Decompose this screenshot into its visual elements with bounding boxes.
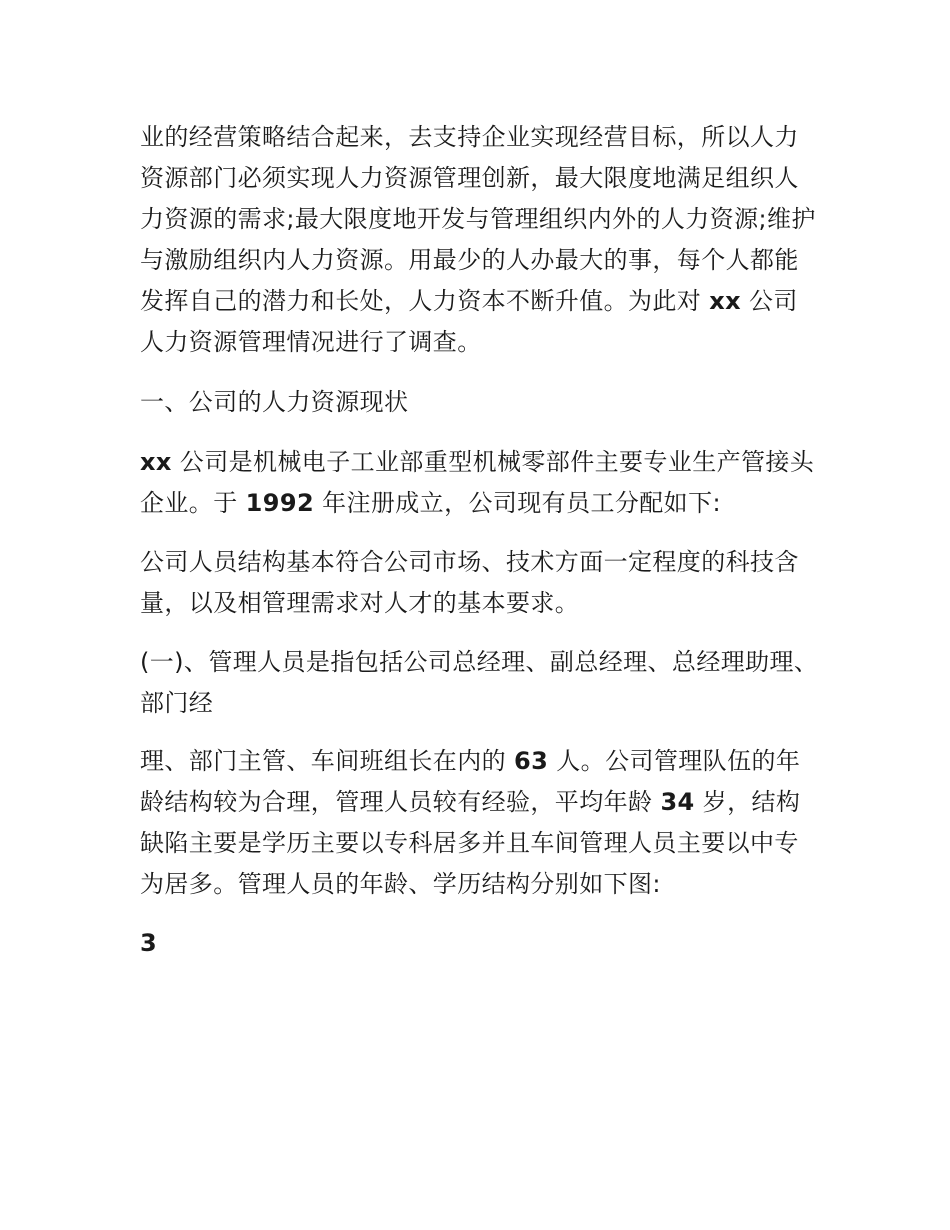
section-heading: 一、公司的人力资源现状 [140, 388, 409, 416]
paragraph-management-detail: 理、部门主管、车间班组长在内的 63 人。公司管理队伍的年龄结构较为合理，管理人员较有经验，平均年龄 34 岁，结构缺陷主要是学历主要以专科居多并且车间管理人员主要以中专为居多。管理人员的年龄、学历结构分别如下图: [140, 747, 801, 898]
paragraph-intro: 业的经营策略结合起来，去支持企业实现经营目标，所以人力资源部门必须实现人力资源管理创新，最大限度地满足组织人力资源的需求;最大限度地开发与管理组织内外的人力资源;维护与激励组织内人力资源。用最少的人办最大的事，每个人都能发挥自己的潜力和长处，人力资本不断升值。为此对 xx 公司人力资源管理情况进行了调查。 [140, 123, 816, 356]
paragraph-structure: 公司人员结构基本符合公司市场、技术方面一定程度的科技含量，以及相管理需求对人才的基本要求。 [140, 548, 799, 617]
document-page [140, 117, 820, 964]
page-number: 3 [140, 929, 157, 957]
paragraph-management-definition: (一)、管理人员是指包括公司总经理、副总经理、总经理助理、部门经 [140, 648, 819, 717]
paragraph-company-intro: xx 公司是机械电子工业部重型机械零部件主要专业生产管接头企业。于 1992 年注册成立，公司现有员工分配如下: [140, 448, 815, 517]
